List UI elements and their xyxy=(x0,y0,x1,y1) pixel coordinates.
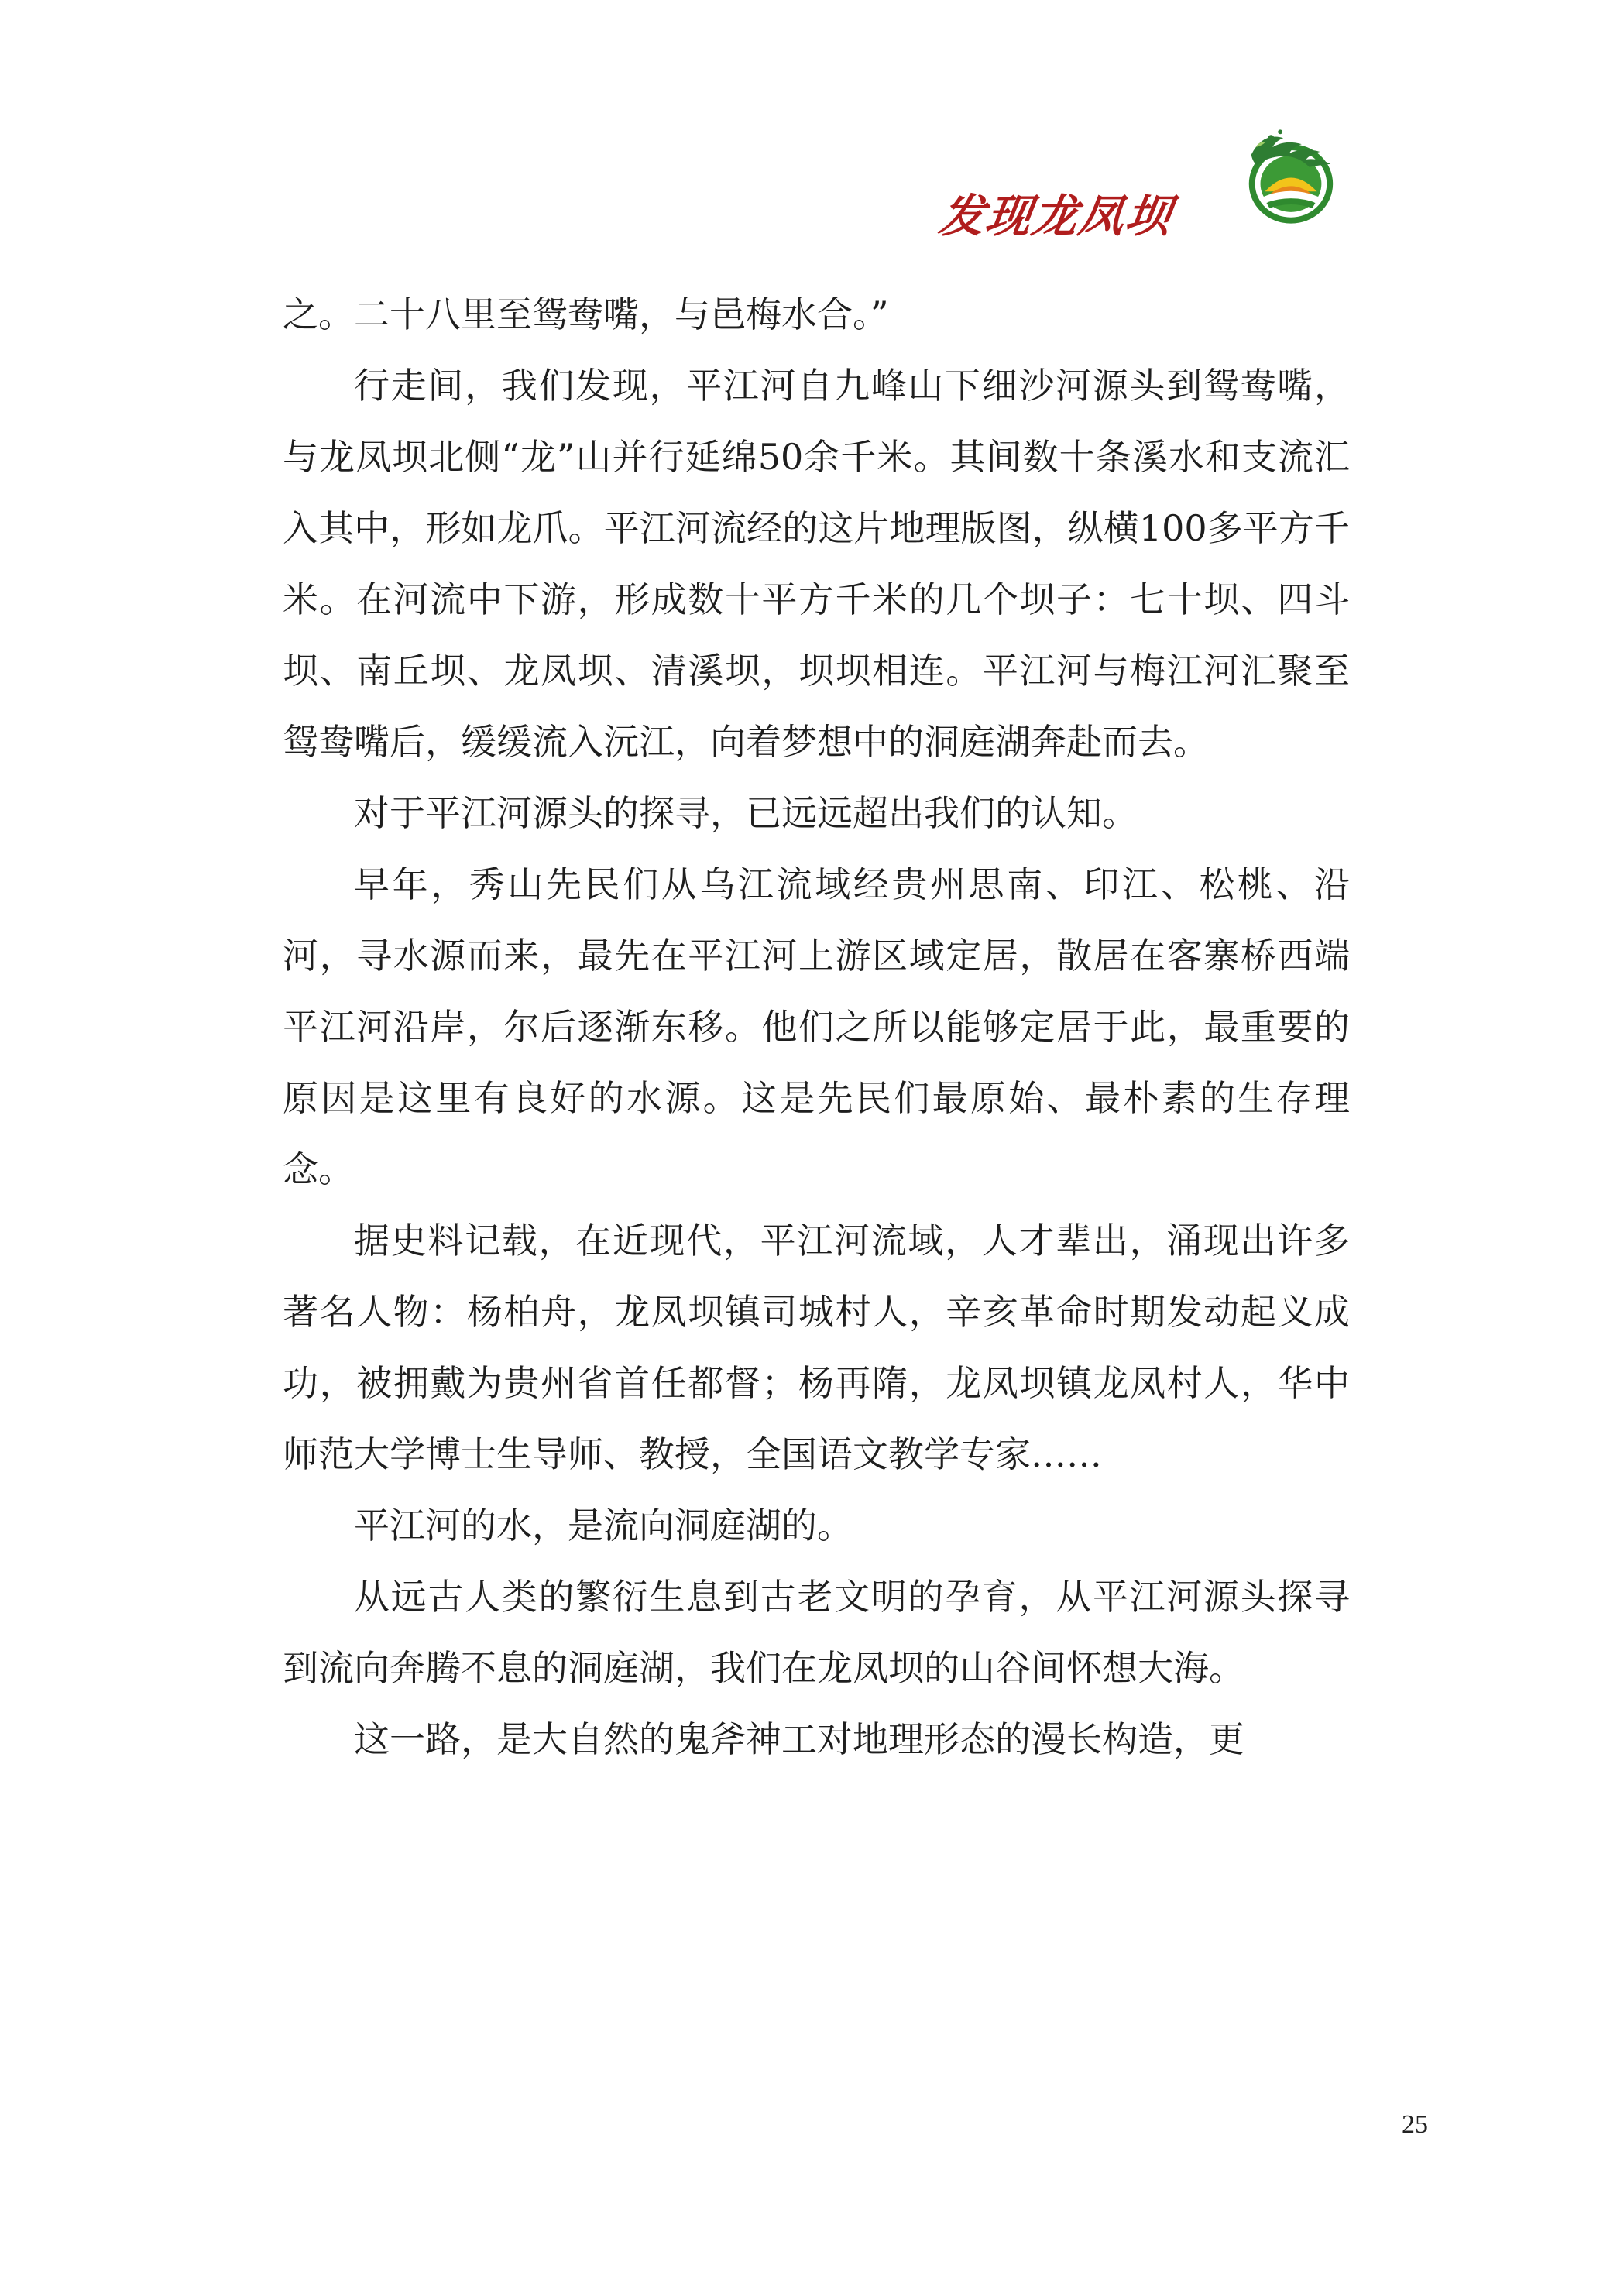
paragraph-notable-people: 据史料记载，在近现代，平江河流域，人才辈出，涌现出许多著名人物：杨柏舟，龙凤坝镇司城村人，辛亥革命时期发动起义成功，被拥戴为贵州省首任都督；杨再隋，龙凤坝镇龙凤村人，华中师范大学博士生导师、教授，全国语文教学专家…… xyxy=(283,1220,1350,1475)
paragraph-ancestors: 早年，秀山先民们从乌江流域经贵州思南、印江、松桃、沿河，寻水源而来，最先在平江河上游区域定居，散居在客寨桥西端平江河沿岸，尔后逐渐东移。他们之所以能够定居于此，最重要的原因是这里有良好的水源。这是先民们最原始、最朴素的生存理念。 xyxy=(283,863,1350,1190)
paragraph-ocean-thoughts: 从远古人类的繁衍生息到古老文明的孕育，从平江河源头探寻到流向奔腾不息的洞庭湖，我们在龙凤坝的山谷间怀想大海。 xyxy=(283,1576,1350,1689)
header-title: 发现龙凤坝 xyxy=(935,190,1176,242)
paragraph-source-search: 对于平江河源头的探寻，已远远超出我们的认知。 xyxy=(354,792,1138,834)
page-header xyxy=(935,116,1343,242)
page-number: 25 xyxy=(1402,2110,1428,2139)
paragraph-river-course: 行走间，我们发现，平江河自九峰山下细沙河源头到鸳鸯嘴，与龙凤坝北侧“龙”山并行延绵50余千米。其间数十条溪水和支流汇入其中，形如龙爪。平江河流经的这片地理版图，纵横100多平方千米。在河流中下游，形成数十平方千米的几个坝子：七十坝、四斗坝、南丘坝、龙凤坝、清溪坝，坝坝相连。平江河与梅江河汇聚至鸳鸯嘴后，缓缓流入沅江，向着梦想中的洞庭湖奔赴而去。 xyxy=(283,365,1350,763)
article-body xyxy=(283,279,1350,1775)
paragraph-quote-end: 之。二十八里至鸳鸯嘴，与邑梅水合。” xyxy=(283,293,889,335)
paragraph-dongting-lake: 平江河的水，是流向洞庭湖的。 xyxy=(354,1505,853,1546)
paragraph-nature-construction: 这一路，是大自然的鬼斧神工对地理形态的漫长构造，更 xyxy=(354,1718,1244,1760)
dragon-phoenix-emblem-icon xyxy=(1236,124,1343,228)
